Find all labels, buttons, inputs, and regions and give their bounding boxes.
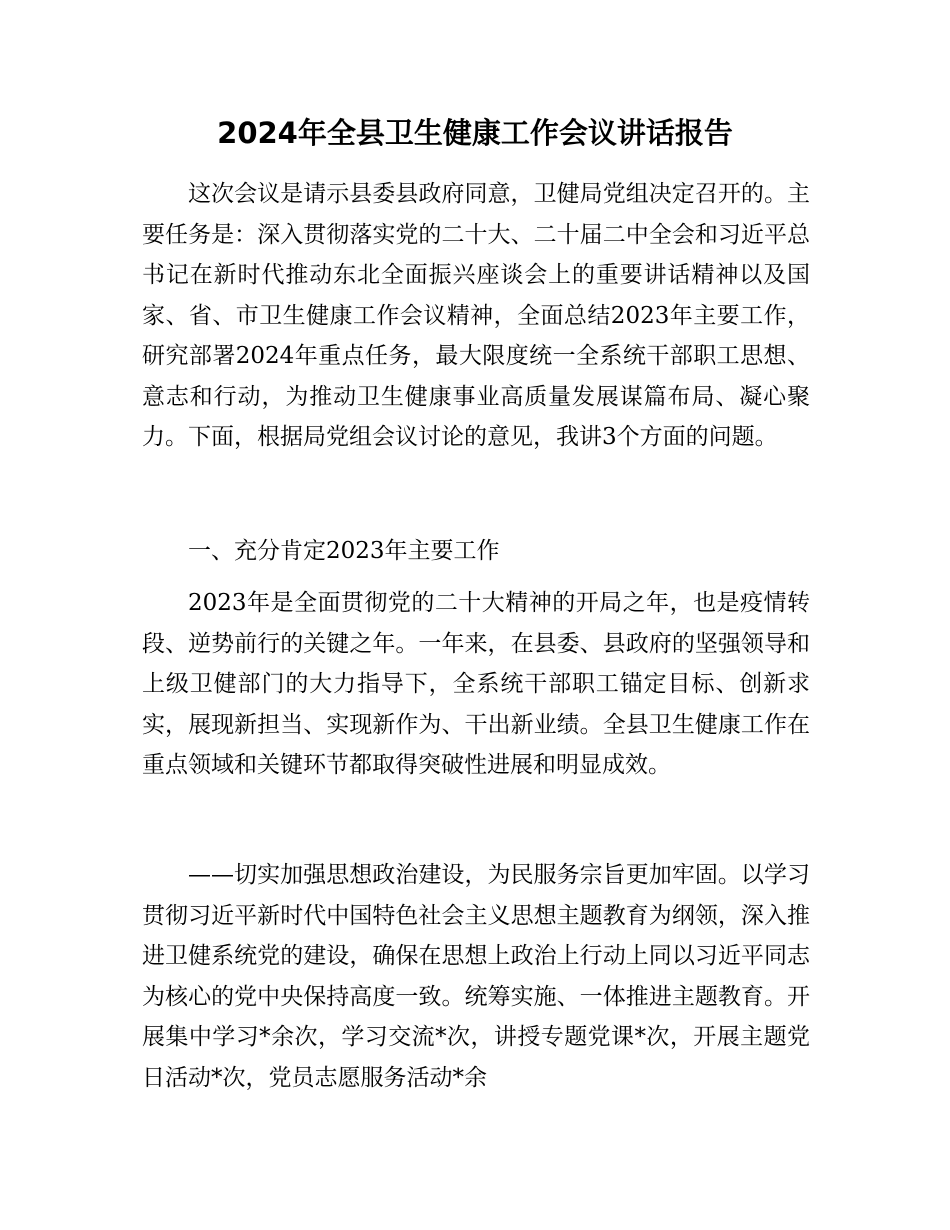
paragraph-2023-summary: 2023年是全面贯彻党的二十大精神的开局之年，也是疫情转段、逆势前行的关键之年。一年来，在县委、县政府的坚强领导和上级卫健部门的大力指导下，全系统干部职工锚定目标、创新求实，展现新担当、实现新作为、干出新业绩。全县卫生健康工作在重点领域和关键环节都取得突破性进展和明显成效。 [142, 590, 810, 778]
section-heading-1: 一、充分肯定2023年主要工作 [188, 538, 500, 564]
paragraph-intro: 这次会议是请示县委县政府同意，卫健局党组决定召开的。主要任务是：深入贯彻落实党的二十大、二十届二中全会和习近平总书记在新时代推动东北全面振兴座谈会上的重要讲话精神以及国家、省、市卫生健康工作会议精神，全面总结2023年主要工作，研究部署2024年重点任务，最大限度统一全系统干部职工思想、意志和行动，为推动卫生健康事业高质量发展谋篇布局、凝心聚力。下面，根据局党组会议讨论的意见，我讲3个方面的问题。 [142, 181, 810, 450]
paragraph-political-building: ——切实加强思想政治建设，为民服务宗旨更加牢固。以学习贯彻习近平新时代中国特色社会主义思想主题教育为纲领，深入推进卫健系统党的建设，确保在思想上政治上行动上同以习近平同志为核心的党中央保持高度一致。统筹实施、一体推进主题教育。开展集中学习*余次，学习交流*次，讲授专题党课*次，开展主题党日活动*次，党员志愿服务活动*余 [142, 862, 810, 1091]
document-title: 2024年全县卫生健康工作会议讲话报告 [217, 116, 733, 150]
